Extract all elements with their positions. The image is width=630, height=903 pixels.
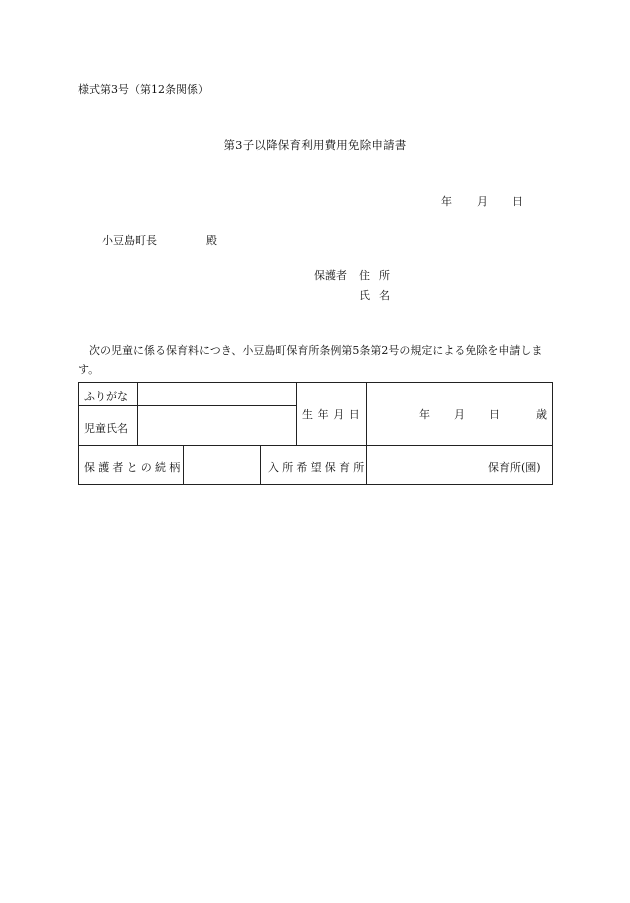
- desired-nursery-label: 入所希望保育所: [268, 461, 368, 474]
- guardian-address-label: 住所: [359, 269, 399, 282]
- birthdate-day-label: 日: [489, 408, 500, 421]
- relation-field[interactable]: [184, 446, 260, 484]
- form-number: 様式第3号（第12条関係）: [78, 83, 209, 96]
- guardian-name-label: 氏名: [359, 289, 399, 302]
- application-statement: 次の児童に係る保育料につき、小豆島町保育所条例第5条第2号の規定による免除を申請します。: [78, 344, 543, 376]
- addressee-name: 小豆島町長: [102, 234, 157, 247]
- nursery-suffix-label: 保育所(園): [488, 461, 541, 474]
- date-year-label: 年: [441, 195, 452, 208]
- relation-label: 保護者との続柄: [84, 461, 184, 474]
- page-title: 第3子以降保育利用費用免除申請書: [223, 138, 407, 152]
- date-month-label: 月: [477, 195, 488, 208]
- table-border-bottom: [78, 484, 553, 485]
- birthdate-month-label: 月: [454, 408, 465, 421]
- furigana-label: ふりがな: [84, 390, 128, 403]
- table-border-right: [552, 382, 553, 485]
- guardian-label: 保護者: [314, 269, 347, 282]
- addressee-honorific: 殿: [206, 234, 217, 247]
- table-border-left: [78, 382, 79, 485]
- birthdate-label: 生年月日: [302, 408, 365, 421]
- furigana-field[interactable]: [138, 383, 296, 405]
- birthdate-year-label: 年: [419, 408, 430, 421]
- table-divider-relation-value-col: [260, 445, 261, 485]
- table-divider-name-col: [296, 382, 297, 446]
- age-label: 歳: [536, 408, 547, 421]
- child-name-field[interactable]: [138, 406, 296, 445]
- date-day-label: 日: [512, 195, 523, 208]
- child-name-label: 児童氏名: [84, 422, 128, 435]
